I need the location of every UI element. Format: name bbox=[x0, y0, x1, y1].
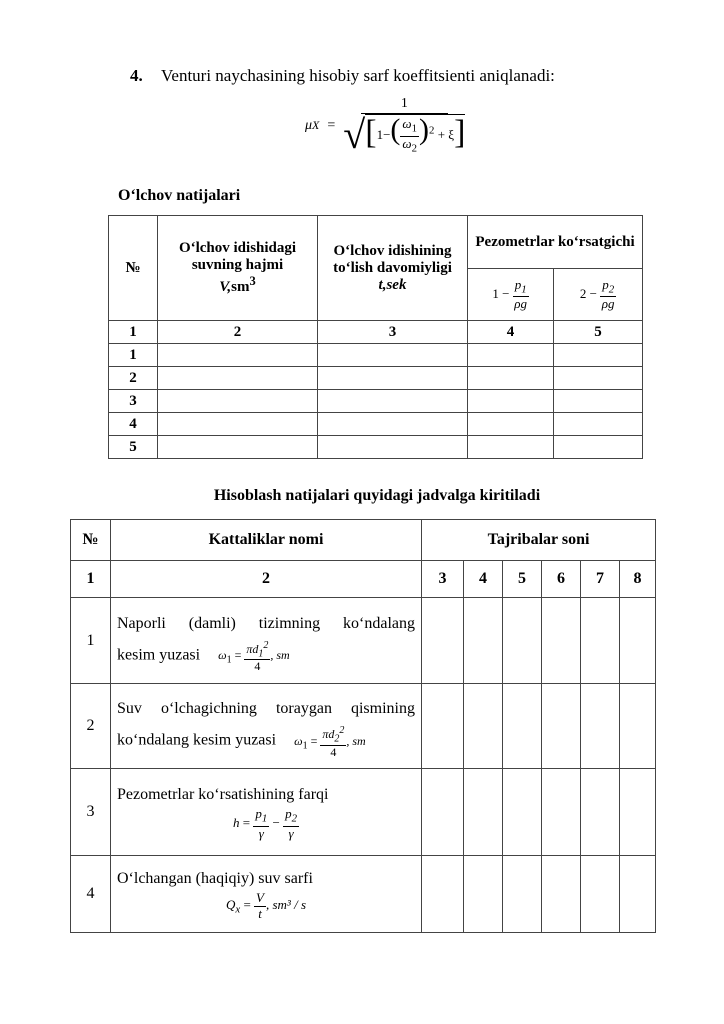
f-num-sup: 2 bbox=[263, 639, 269, 651]
f-unit: , sm bbox=[270, 648, 290, 663]
p2-sub: 2 bbox=[608, 283, 615, 296]
col-number: 7 bbox=[581, 561, 620, 598]
cell[interactable] bbox=[620, 598, 656, 684]
header-no: № bbox=[71, 520, 111, 561]
header-p2 bbox=[554, 269, 643, 321]
cell[interactable] bbox=[542, 856, 581, 933]
cell[interactable] bbox=[422, 856, 464, 933]
f-den: 4 bbox=[330, 744, 337, 759]
formula-numerator: 1 bbox=[361, 96, 448, 114]
quantity-name bbox=[111, 769, 422, 856]
table-row bbox=[109, 344, 643, 367]
quantity-text2: kesim yuzasi bbox=[117, 646, 201, 664]
cell[interactable] bbox=[468, 367, 554, 390]
f-unit: , sm³ / s bbox=[265, 896, 306, 912]
cell[interactable] bbox=[318, 344, 468, 367]
step-heading bbox=[130, 66, 555, 86]
header-volume-exp: 3 bbox=[249, 274, 256, 288]
f-a-num: p bbox=[255, 806, 262, 822]
quantity-text: O‘lchangan (haqiqiy) suv sarfi bbox=[117, 870, 313, 888]
cell[interactable] bbox=[468, 390, 554, 413]
p2-den: ρg bbox=[601, 296, 615, 312]
row-number: 3 bbox=[109, 390, 158, 413]
cell[interactable] bbox=[503, 684, 542, 769]
formula-w1: ω bbox=[402, 116, 412, 132]
f-den: γ bbox=[288, 825, 294, 841]
formula-eq: = bbox=[327, 117, 336, 133]
cell[interactable] bbox=[542, 598, 581, 684]
quantity-formula: $Q_x$ = $\frac{V}{t}$ , sm³ / s bbox=[225, 890, 306, 921]
f-num: V bbox=[256, 890, 264, 906]
cell[interactable] bbox=[158, 390, 318, 413]
col-number: 1 bbox=[71, 561, 111, 598]
cell[interactable] bbox=[620, 684, 656, 769]
step-number: 4. bbox=[130, 66, 143, 85]
table-row bbox=[109, 436, 643, 459]
cell[interactable] bbox=[554, 436, 643, 459]
header-volume bbox=[158, 216, 318, 321]
cell[interactable] bbox=[581, 856, 620, 933]
cell[interactable] bbox=[422, 684, 464, 769]
col-number: 4 bbox=[464, 561, 503, 598]
table-row bbox=[109, 413, 643, 436]
header-duration bbox=[318, 216, 468, 321]
cell[interactable] bbox=[318, 367, 468, 390]
header-volume-unit: sm bbox=[231, 279, 250, 295]
header-volume-text: O‘lchov idishidagi suvning hajmi bbox=[178, 240, 297, 273]
header-piezometers: Pezometrlar ko‘rsatgichi bbox=[468, 216, 643, 269]
f-unit: , sm bbox=[346, 733, 366, 748]
table2-title: Hisoblash natijalari quyidagi jadvalga kiritiladi bbox=[213, 487, 541, 504]
f-lhs-sub: 1 bbox=[302, 740, 308, 752]
cell[interactable] bbox=[464, 684, 503, 769]
f-num: πd bbox=[246, 641, 259, 656]
cell[interactable] bbox=[554, 344, 643, 367]
f-a-sub: 1 bbox=[261, 812, 268, 825]
formula-fraction bbox=[343, 96, 465, 155]
f-lhs-sub: 1 bbox=[226, 654, 232, 666]
header-name: Kattaliklar nomi bbox=[111, 520, 422, 561]
col-number: 2 bbox=[158, 321, 318, 344]
row-number: 2 bbox=[71, 684, 111, 769]
cell[interactable] bbox=[468, 436, 554, 459]
col-number: 2 bbox=[111, 561, 422, 598]
f-b-sub: 2 bbox=[291, 812, 298, 825]
quantity-formula: $\omega_1$ = $\frac{\pi d_1^2}{4}$ , sm bbox=[218, 639, 290, 674]
col-number: 6 bbox=[542, 561, 581, 598]
cell[interactable] bbox=[581, 598, 620, 684]
f-den: 4 bbox=[254, 659, 261, 674]
quantity-formula: h = $\frac{p_1}{\gamma}$ − $\frac{p_2}{\gamma}$ bbox=[232, 806, 298, 841]
header-duration-text: O‘lchov idishining to‘lish davomiyligi bbox=[333, 242, 452, 276]
p1-sub: 1 bbox=[521, 283, 527, 296]
main-formula bbox=[305, 96, 465, 155]
formula-one-minus: 1− bbox=[376, 127, 391, 143]
f-lhs: ω bbox=[218, 648, 227, 663]
cell[interactable] bbox=[318, 413, 468, 436]
header-volume-var: V, bbox=[219, 279, 232, 295]
f-num: πd bbox=[322, 727, 335, 742]
cell[interactable] bbox=[464, 856, 503, 933]
header-no: № bbox=[109, 216, 158, 321]
table-row bbox=[109, 367, 643, 390]
f-den: γ bbox=[258, 825, 264, 841]
formula-xi: + ξ bbox=[437, 127, 455, 143]
row-number: 3 bbox=[71, 769, 111, 856]
cell[interactable] bbox=[503, 598, 542, 684]
col-number: 4 bbox=[468, 321, 554, 344]
cell[interactable] bbox=[468, 413, 554, 436]
quantity-name bbox=[111, 856, 422, 933]
quantity-text2: ko‘ndalang kesim yuzasi bbox=[117, 731, 277, 749]
formula-power: 2 bbox=[429, 125, 435, 138]
cell[interactable] bbox=[422, 598, 464, 684]
formula-w1-sub: 1 bbox=[411, 123, 418, 135]
table-row bbox=[71, 684, 656, 769]
quantity-name bbox=[111, 598, 422, 684]
f-b-num: p bbox=[285, 806, 292, 822]
table-row bbox=[109, 390, 643, 413]
row-number: 1 bbox=[109, 344, 158, 367]
results-table bbox=[70, 519, 656, 933]
quantity-formula: $\omega_1$ = $\frac{\pi d_2^2}{4}$ , sm bbox=[294, 725, 366, 759]
f-lhs: Q bbox=[225, 896, 236, 912]
row-number: 1 bbox=[71, 598, 111, 684]
table-row bbox=[71, 598, 656, 684]
col-number: 3 bbox=[318, 321, 468, 344]
cell[interactable] bbox=[503, 769, 542, 856]
cell[interactable] bbox=[554, 390, 643, 413]
row-number: 5 bbox=[109, 436, 158, 459]
cell[interactable] bbox=[158, 436, 318, 459]
quantity-text: Suv o‘lchagichning toraygan qismining bbox=[117, 700, 415, 718]
cell[interactable] bbox=[158, 344, 318, 367]
quantity-text: Naporli (damli) tizimning ko‘ndalang bbox=[117, 614, 415, 632]
header-p1 bbox=[468, 269, 554, 321]
formula-mu-sub: X bbox=[312, 118, 320, 133]
p1-prefix: 1 − bbox=[492, 285, 510, 301]
quantity-text: Pezometrlar ko‘rsatishining farqi bbox=[117, 786, 329, 804]
column-number-row bbox=[109, 321, 643, 344]
table1-title: O‘lchov natijalari bbox=[118, 187, 241, 204]
p1-den: ρg bbox=[514, 296, 528, 312]
row-number: 4 bbox=[71, 856, 111, 933]
cell[interactable] bbox=[581, 769, 620, 856]
f-lhs: ω bbox=[294, 733, 303, 748]
cell[interactable] bbox=[318, 436, 468, 459]
p1-num: p bbox=[514, 276, 522, 292]
cell[interactable] bbox=[158, 413, 318, 436]
table-row bbox=[71, 856, 656, 933]
f-num-sub: 2 bbox=[334, 733, 340, 745]
column-number-row bbox=[71, 561, 656, 598]
cell[interactable] bbox=[158, 367, 318, 390]
cell[interactable] bbox=[542, 684, 581, 769]
f-lhs: h bbox=[232, 814, 240, 830]
f-minus: − bbox=[272, 814, 280, 830]
formula-w2-sub: 2 bbox=[411, 142, 418, 155]
p2-prefix: 2 − bbox=[579, 285, 597, 301]
formula-mu: μ bbox=[305, 117, 313, 133]
header-trials: Tajribalar soni bbox=[422, 520, 656, 561]
cell[interactable] bbox=[620, 856, 656, 933]
cell[interactable] bbox=[503, 856, 542, 933]
row-number: 2 bbox=[109, 367, 158, 390]
cell[interactable] bbox=[422, 769, 464, 856]
cell[interactable] bbox=[542, 769, 581, 856]
f-den: t bbox=[258, 905, 262, 921]
cell[interactable] bbox=[581, 684, 620, 769]
step-text: Venturi naychasining hisobiy sarf koeffitsienti aniqlanadi: bbox=[161, 66, 555, 85]
col-number: 1 bbox=[109, 321, 158, 344]
formula-w2: ω bbox=[402, 135, 412, 151]
row-number: 4 bbox=[109, 413, 158, 436]
cell[interactable] bbox=[468, 344, 554, 367]
quantity-name bbox=[111, 684, 422, 769]
f-num-sub: 1 bbox=[258, 648, 264, 660]
formula-denominator: √ [1−( $\frac{\omega_1}{\omega_2}$ )$^2$ + ξ] bbox=[343, 111, 466, 157]
col-number: 5 bbox=[554, 321, 643, 344]
cell[interactable] bbox=[554, 413, 643, 436]
p2-num: p bbox=[602, 276, 609, 292]
cell[interactable] bbox=[554, 367, 643, 390]
cell[interactable] bbox=[318, 390, 468, 413]
cell[interactable] bbox=[620, 769, 656, 856]
cell[interactable] bbox=[464, 769, 503, 856]
col-number: 8 bbox=[620, 561, 656, 598]
table-row bbox=[71, 769, 656, 856]
header-duration-unit: t,sek bbox=[378, 276, 407, 293]
col-number: 5 bbox=[503, 561, 542, 598]
f-num-sup: 2 bbox=[339, 725, 345, 737]
cell[interactable] bbox=[464, 598, 503, 684]
col-number: 3 bbox=[422, 561, 464, 598]
measurement-table bbox=[108, 215, 643, 459]
f-lhs-sub: x bbox=[235, 903, 241, 916]
